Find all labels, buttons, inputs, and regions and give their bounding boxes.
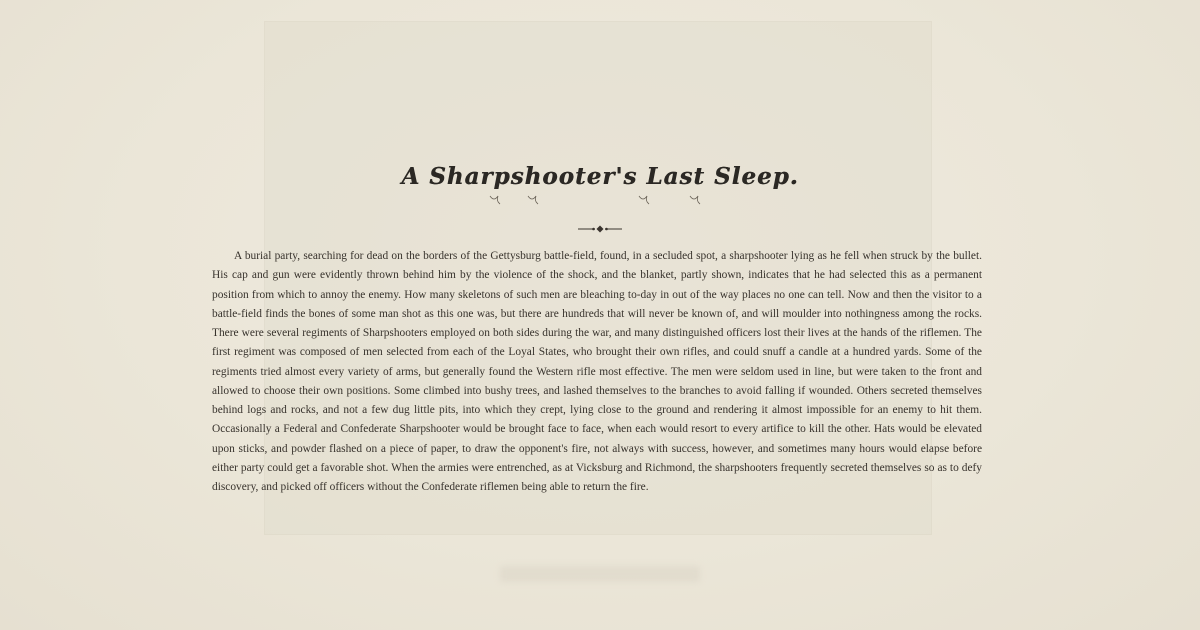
body-paragraph: A burial party, searching for dead on the borders of the Gettysburg battle-field, found, in a secluded spot, a sharpshooter lying as he fell when struck by the bullet. His cap and gun were evidently thrown behind him by the violence of the shock, and the blanket, partly shown, indicates that he had selected this as a permanent position from which to annoy the enemy. How many skeletons of such men are bleaching to-day in out of the way places no one can tell. Now and then the visitor to a battle-field finds the bones of some man shot as this one was, but there are hundreds that will never be known of, and will moulder into nothingness among the rocks. There were several regiments of Sharpshooters employed on both sides during the war, and many distinguished officers lost their lives at the hands of the riflemen. The first regiment was composed of men selected from each of the Loyal States, who brought their own rifles, and could snuff a candle at a hundred yards. Some of the regiments tried almost every variety of arms, but generally found the Western rifle most effective. The men were seldom used in line, but were taken to the front and allowed to choose their own positions. Some climbed into bushy trees, and lashed themselves to the branches to avoid falling if wounded. Others secreted themselves behind logs and rocks, and not a few dug little pits, into which they crept, lying close to the ground and rendering it almost impossible for an enemy to hit them. Occasionally a Federal and Confederate Sharpshooter would be brought face to face, when each would resort to every artifice to kill the other. Hats would be elevated upon sticks, and powder flashed on a piece of paper, to draw the opponent's fire, not always with success, however, and sometimes many hours would elapse before either party could get a favorable shot. When the armies were entrenched, as at Vicksburg and Richmond, the sharpshooters frequently secreted themselves so as to defy discovery, and picked off officers without the Confederate riflemen being able to return the fire.: [212, 250, 982, 493]
title-flourish-icon: [0, 194, 1200, 206]
page-title: A Sharpshooter's Last Sleep.: [401, 163, 799, 190]
ornamental-rule-icon: [577, 225, 623, 233]
bleed-through-text: [500, 566, 700, 582]
